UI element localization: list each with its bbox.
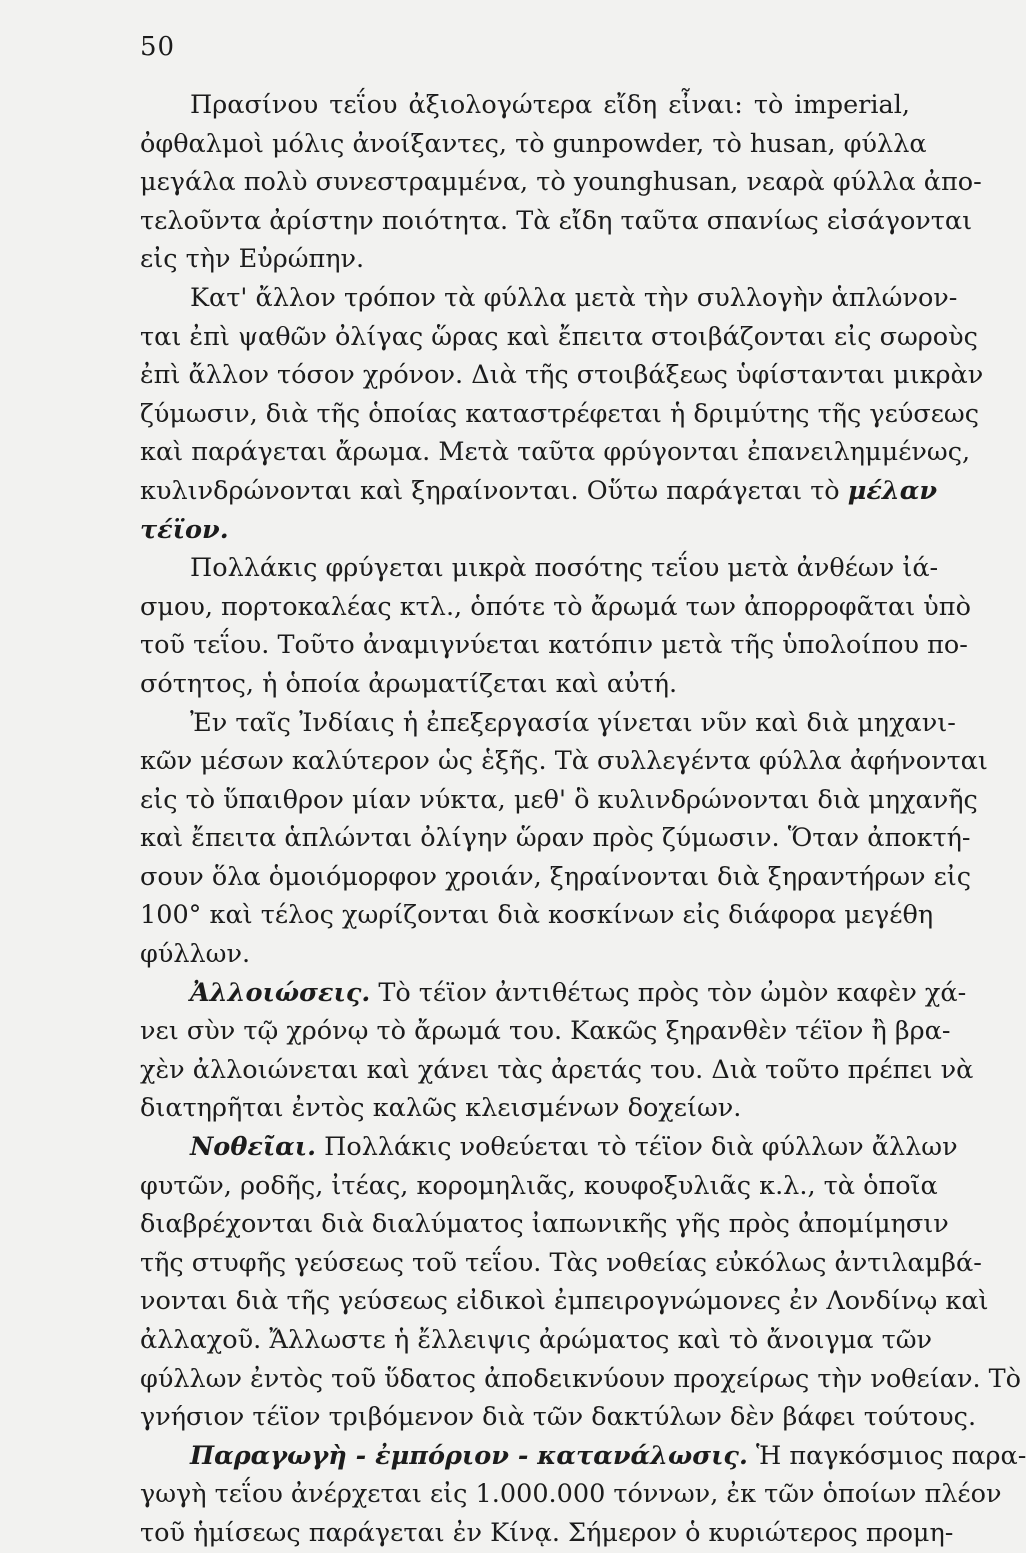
line-text: κυλινδρώνονται καὶ ξηραίνονται. Οὕτω παράγεται τὸ [140,475,848,506]
line-text: Πολλάκις φρύγεται μικρὰ ποσότης τεΐου μετὰ ἀνθέων ἰά- [190,553,939,584]
section-heading: Ἀλλοιώσεις. [190,977,371,1008]
body-text [140,86,1026,1553]
text-line [140,742,988,781]
text-line [140,356,984,395]
line-text: φύλλων ἐντὸς τοῦ ὕδατος ἀποδεικνύουν προχείρως τὴν νοθείαν. Τὸ [140,1363,1022,1394]
line-text: καὶ παράγεται ἄρωμα. Μετὰ ταῦτα φρύγονται ἐπανειλημμένως, [140,437,971,468]
line-text: σμου, πορτοκαλέας κτλ., ὁπότε τὸ ἄρωμά των ἀπορροφᾶται ὑπὸ [140,591,971,622]
line-text: ὀφθαλμοὶ μόλις ἀνοίξαντες, τὸ gunpowder, τὸ husan, φύλλα [140,128,927,159]
text-line [140,1089,910,1128]
text-line [140,1128,958,1167]
line-text: εἰς τὴν Εὐρώπην. [140,244,365,275]
line-text: εἰς τὸ ὕπαιθρον μίαν νύκτα, μεθ' ὃ κυλινδρώνονται διὰ μηχανῆς [140,784,978,815]
line-text: νει σὺν τῷ χρόνῳ τὸ ἄρωμά του. Κακῶς ξηρανθὲν τέϊον ἢ βρα- [140,1016,951,1047]
line-text: Πολλάκις νοθεύεται τὸ τέϊον διὰ φύλλων ἄλλων [316,1132,958,1163]
text-line [140,318,978,357]
text-line [140,279,958,318]
line-text: διατηρῆται ἐντὸς καλῶς κλεισμένων δοχείων. [140,1093,742,1124]
line-text: νονται διὰ τῆς γεύσεως εἰδικοὶ ἐμπειρογνώμονες ἐν Λονδίνῳ καὶ [140,1286,989,1317]
text-line [140,1321,933,1360]
line-text: ἀλλαχοῦ. Ἄλλωστε ἡ ἔλλειψις ἀρώματος καὶ τὸ ἄνοιγμα τῶν [140,1325,933,1355]
text-line [140,896,934,935]
line-text: γνήσιον τέϊον τριβόμενον διὰ τῶν δακτύλων δὲν βάφει τούτους. [140,1402,977,1433]
line-text: τοῦ τεΐου. Τοῦτο ἀναμιγνύεται κατόπιν μετὰ τῆς ὑπολοίπου πο- [140,630,968,661]
text-line [140,974,967,1013]
text-line [140,1244,982,1283]
text-line [140,588,971,627]
text-line [140,1051,974,1090]
text-line [140,202,973,241]
line-text: τοῦ ἡμίσεως παράγεται ἐν Κίνᾳ. Σήμερον ὁ κυριώτερος προμη- [140,1517,954,1548]
line-text: ται ἐπὶ ψαθῶν ὀλίγας ὥρας καὶ ἔπειτα στοιβάζονται εἰς σωροὺς [140,321,978,352]
line-text: φυτῶν, ροδῆς, ἰτέας, κορομηλιᾶς, κουφοξυλιᾶς κ.λ., τὰ ὁποῖα [140,1170,938,1201]
section-heading: Παραγωγὴ - ἐμπόριον - κατανάλωσις. [190,1440,748,1471]
line-text: Ἐν ταῖς Ἰνδίαις ἡ ἐπεξεργασία γίνεται νῦν καὶ διὰ μηχανι- [190,707,956,738]
line-text: Τὸ τέϊον ἀντιθέτως πρὸς τὸν ὠμὸν καφὲν χά- [370,977,967,1008]
line-text: τέϊον. [140,514,229,545]
line-text: τελοῦντα ἀρίστην ποιότητα. Τὰ εἴδη ταῦτα σπανίως εἰσάγονται [140,205,973,236]
text-line [140,665,910,704]
line-text: Ἡ παγκόσμιος παρα- [747,1440,1026,1471]
line-text: ἐπὶ ἄλλον τόσον χρόνον. Διὰ τῆς στοιβάξεως ὑφίστανται μικρὰν [140,360,984,391]
text-line [140,935,910,974]
text-line [140,549,939,588]
text-line [140,1360,1022,1399]
line-text: μεγάλα πολὺ συνεστραμμένα, τὸ younghusan, νεαρὰ φύλλα ἀπο- [140,167,982,198]
text-line [140,511,910,550]
line-text: 100° καὶ τέλος χωρίζονται διὰ κοσκίνων εἰς διάφορα μεγέθη [140,900,934,931]
text-line [140,1514,954,1553]
line-text: κῶν μέσων καλύτερον ὡς ἑξῆς. Τὰ συλλεγέντα φύλλα ἀφήνονται [140,746,988,777]
text-line [140,1282,989,1321]
line-text: σουν ὅλα ὁμοιόμορφον χροιάν, ξηραίνονται διὰ ξηραντήρων εἰς [140,861,972,892]
line-text: καὶ ἔπειτα ἁπλώνται ὀλίγην ὥραν πρὸς ζύμωσιν. Ὅταν ἀποκτή- [140,823,971,854]
line-text: Πρασίνου τεΐου ἀξιολογώτερα εἴδη εἶναι: τὸ imperial, [190,90,910,120]
line-text: τῆς στυφῆς γεύσεως τοῦ τεΐου. Τὰς νοθείας εὐκόλως ἀντιλαμβά- [140,1247,982,1278]
line-text: χὲν ἀλλοιώνεται καὶ χάνει τὰς ἀρετάς του. Διὰ τοῦτο πρέπει νὰ [140,1054,974,1085]
text-line [140,858,972,897]
text-line [140,395,980,434]
text-line [140,1398,977,1437]
line-text: φύλλων. [140,939,251,970]
text-line [140,1012,951,1051]
line-text: Κατ' ἄλλον τρόπον τὰ φύλλα μετὰ τὴν συλλογὴν ἁπλώνον- [190,282,958,313]
text-line [140,86,910,125]
page-number: 50 [140,32,176,62]
text-line [140,163,982,202]
text-line [140,626,968,665]
line-text: διαβρέχονται διὰ διαλύματος ἰαπωνικῆς γῆς πρὸς ἀπομίμησιν [140,1209,949,1240]
text-line [140,704,956,743]
text-line [140,472,938,511]
line-text: σότητος, ἡ ὁποία ἀρωματίζεται καὶ αὐτή. [140,668,678,699]
text-line [140,1437,1026,1476]
section-heading: Νοθεῖαι. [190,1132,317,1163]
text-line [140,125,927,164]
text-line [140,781,978,820]
text-line [140,1167,938,1206]
line-text: ζύμωσιν, διὰ τῆς ὁποίας καταστρέφεται ἡ δριμύτης τῆς γεύσεως [140,398,980,429]
text-line [140,1475,1002,1514]
line-text: γωγὴ τεΐου ἀνέρχεται εἰς 1.000.000 τόννων, ἐκ τῶν ὁποίων πλέον [140,1479,1002,1510]
text-line [140,1205,949,1244]
text-line [140,240,910,279]
text-line [140,819,971,858]
text-line [140,433,971,472]
emphasized-term: μέλαν [847,475,938,506]
